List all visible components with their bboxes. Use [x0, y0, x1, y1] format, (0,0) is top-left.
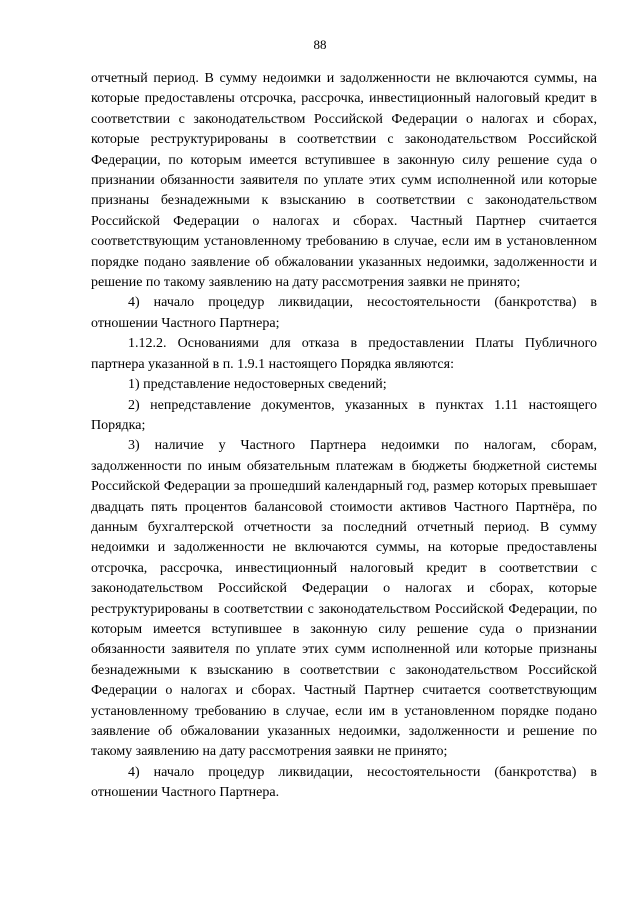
paragraph-section-1-12-2: 1.12.2. Основаниями для отказа в предоставлении Платы Публичного партнера указанной в п. 1.9.1 настоящего Порядка являются:	[91, 336, 597, 372]
paragraph-item-1: 1) представление недостоверных сведений;	[128, 377, 387, 393]
paragraph-item-2: 2) непредставление документов, указанных в пунктах 1.11 настоящего Порядка;	[91, 397, 597, 433]
page-number: 88	[313, 37, 327, 52]
paragraph-continuation: отчетный период. В сумму недоимки и задолженности не включаются суммы, на которые предоставлены отсрочка, рассрочка, инвестиционный налоговый кредит в соответствии с законодательством Российской Федерации о налогах и сборах, которые реструктурированы в соответствии с законодательством Российской Федерации, по которым имеется вступившее в законную силу решение суда о признании обязанности заявителя по уплате этих сумм исполненной или которые признаны безнадежными к взысканию в соответствии с законодательством Российской Федерации о налогах и сборах. Частный Партнер считается соответствующим установленному требованию в случае, если им в установленном порядке подано заявление об обжаловании указанных недоимки, задолженности и решение по такому заявлению на дату рассмотрения заявки не принято;	[91, 71, 597, 291]
paragraph-item-4-final: 4) начало процедур ликвидации, несостоятельности (банкротства) в отношении Частного Партнера.	[91, 764, 597, 801]
document-body	[91, 69, 597, 804]
paragraph-item-4: 4) начало процедур ликвидации, несостоятельности (банкротства) в отношении Частного Партнера;	[91, 295, 597, 331]
paragraph-item-3: 3) наличие у Частного Партнера недоимки по налогам, сборам, задолженности по иным обязательным платежам в бюджеты бюджетной системы Российской Федерации за прошедший календарный год, размер которых превышает двадцать пять процентов балансовой стоимости активов Частного Партнёра, по данным бухгалтерской отчетности за последний отчетный период. В сумму недоимки и задолженности не включаются суммы, на которые предоставлены отсрочка, рассрочка, инвестиционный налоговый кредит в соответствии с законодательством Российской Федерации о налогах и сборах, которые реструктурированы в соответствии с законодательством Российской Федерации, по которым имеется вступившее в законную силу решение суда о признании обязанности заявителя по уплате этих сумм исполненной или которые признаны безнадежными к взысканию в соответствии с законодательством Российской Федерации о налогах и сборах. Частный Партнер считается соответствующим установленному требованию в случае, если им в установленном порядке подано заявление об обжаловании указанных недоимки, задолженности и решение по такому заявлению на дату рассмотрения заявки не принято;	[91, 438, 597, 760]
